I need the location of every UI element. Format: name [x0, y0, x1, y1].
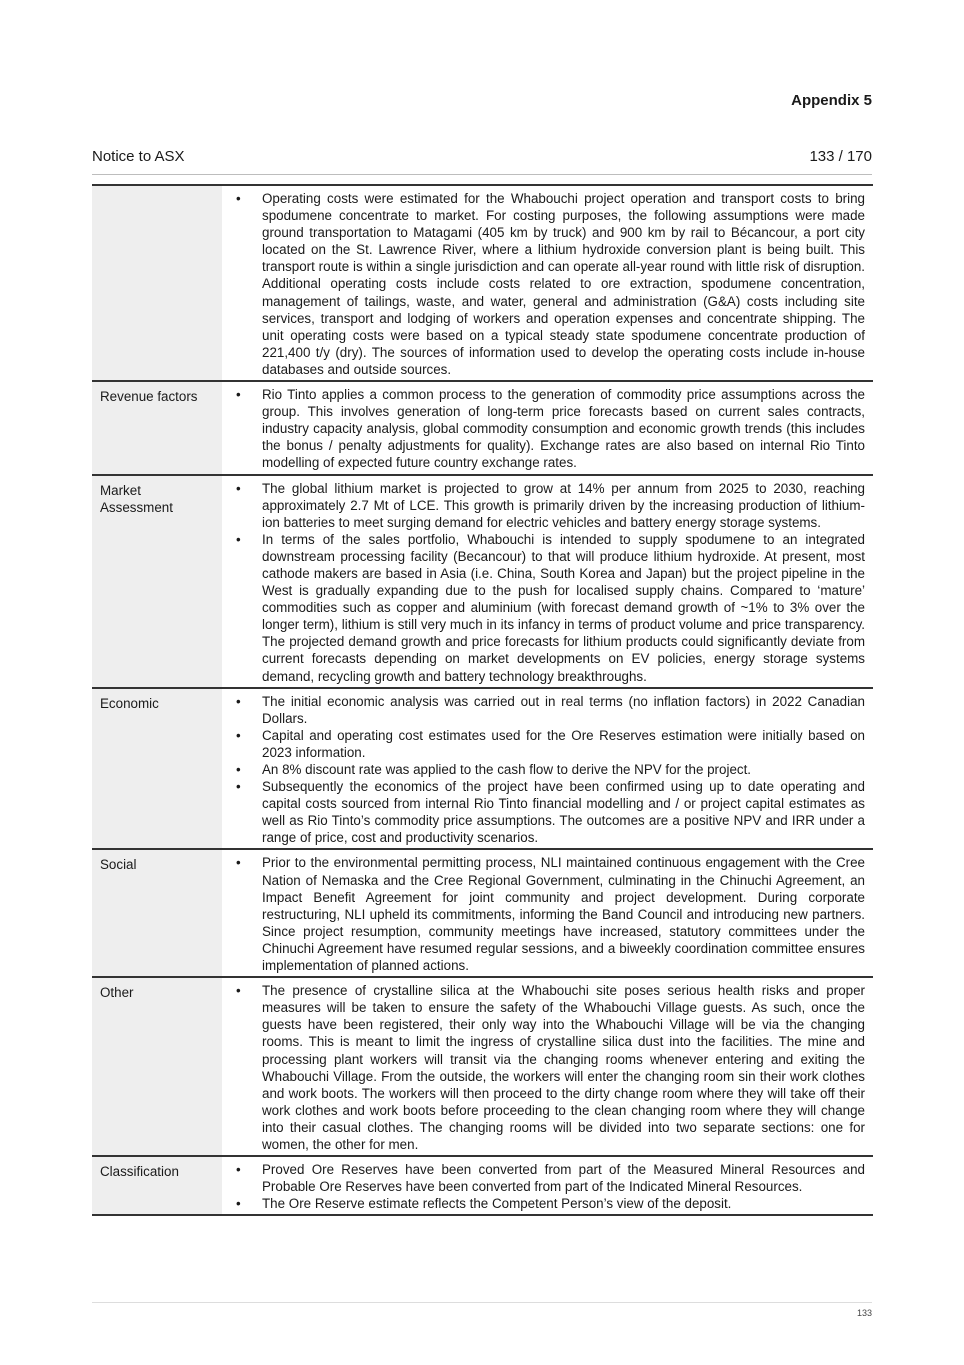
bullet-item: • The global lithium market is projected to grow at 14% per annum from 2025 to 2030, reaching approximately 2.7 Mt of LCE. This growth is primarily driven by the increasing production of lithium-ion batteries to meet surging demand for electric vehicles and battery energy storage systems.	[232, 480, 865, 531]
bullet-item: • Rio Tinto applies a common process to the generation of commodity price assumptions across the group. This involves generation of long-term price forecasts based on current sales contracts, industry capacity analysis, global commodity consumption and economic growth trends (this includes the bonus / penalty adjustments for quality). Exchange rates are also based on internal Rio Tinto modelling of expected future country exchange rates.	[232, 386, 865, 471]
commentary-cell	[222, 688, 873, 850]
bullet-list	[232, 190, 865, 378]
table-row	[92, 185, 873, 381]
criteria-label: Social	[92, 849, 222, 977]
table-row	[92, 688, 873, 850]
page-counter: 133 / 170	[809, 148, 872, 165]
bullet-item: • Capital and operating cost estimates used for the Ore Reserves estimation were initially based on 2023 information.	[232, 727, 865, 761]
bullet-item: • Operating costs were estimated for the Whabouchi project operation and transport costs to bring spodumene concentrate to market. For costing purposes, the following assumptions were made ground transportation to Matagami (405 km by truck) and 900 km by rail to Bécancour, a port city located on the St. Lawrence River, where a lithium hydroxide conversion plant is being built. This transport route is within a single jurisdiction and can operate all-year round with little risk of disruption. Additional operating costs include costs related to ore extraction, spodumene concentration, management of tailings, waste, and water, general and administration (G&A) costs including site services, transport and lodging of workers and operation expenses and concentrate shipping. The unit operating costs were based on a typical steady state spodumene concentrate production of 221,400 t/y (dry). The sources of information used to develop the operating costs include in-house databases and outside sources.	[232, 190, 865, 378]
commentary-cell	[222, 977, 873, 1156]
commentary-cell	[222, 475, 873, 688]
table-row	[92, 977, 873, 1156]
header-divider	[92, 174, 872, 175]
bullet-item: • Proved Ore Reserves have been converted from part of the Measured Mineral Resources and Probable Ore Reserves have been converted from part of the Indicated Mineral Resources.	[232, 1161, 865, 1195]
criteria-label: Other	[92, 977, 222, 1156]
commentary-cell	[222, 381, 873, 474]
bullet-item: • The initial economic analysis was carried out in real terms (no inflation factors) in 2022 Canadian Dollars.	[232, 693, 865, 727]
appendix-heading: Appendix 5	[791, 92, 872, 109]
ore-reserve-criteria-table	[92, 184, 873, 1216]
table-row	[92, 475, 873, 688]
bullet-item: • An 8% discount rate was applied to the cash flow to derive the NPV for the project.	[232, 761, 865, 778]
criteria-label: Classification	[92, 1156, 222, 1215]
table-row	[92, 1156, 873, 1215]
footer-divider	[92, 1302, 872, 1303]
bullet-item: • Subsequently the economics of the project have been confirmed using up to date operating and capital costs sourced from internal Rio Tinto financial modelling and / or project capital estimates as well as Rio Tinto’s commodity price assumptions. The outcomes are a positive NPV and IRR under a range of price, cost and productivity scenarios.	[232, 778, 865, 846]
criteria-label	[92, 185, 222, 381]
bullet-item: • In terms of the sales portfolio, Whabouchi is intended to supply spodumene to an integrated downstream processing facility (Becancour) to that will produce lithium hydroxide. At present, most cathode makers are based in Asia (i.e. China, South Korea and Japan) but the project pipeline in the West is gradually expanding due to the push for localised supply chains. Compared to ‘mature’ commodities such as copper and aluminium (with forecast demand growth of ~1% to 3% over the longer term), lithium is still very much in its infancy in terms of product volume and price transparency. The projected demand growth and price forecasts for lithium products could significantly deviate from current forecasts depending on market developments on EV policies, energy storage systems demand, recycling growth and battery technology breakthroughs.	[232, 531, 865, 685]
bullet-item: • The presence of crystalline silica at the Whabouchi site poses serious health risks and proper measures will be taken to ensure the safety of the Whabouchi Village guests. As such, once the guests have been registered, their only way into the Whabouchi Village will be via the changing rooms. This is meant to limit the ingress of crystalline silica dust into the facilities. The mine and processing plant workers will transit via the changing rooms whenever entering and exiting the Whabouchi Village. From the outside, the workers will enter the changing room sin their work clothes and work boots. The workers will then proceed to the dirty change room where they will take off their work clothes and work boots before proceeding to the clean changing room where they will change into their casual clothes. The changing rooms will be divided into two separate sections: one for women, the other for men.	[232, 982, 865, 1153]
bullet-list	[232, 693, 865, 847]
bullet-list	[232, 480, 865, 685]
page-header	[92, 148, 872, 165]
table-body	[92, 185, 873, 1215]
table-row	[92, 381, 873, 474]
criteria-label: Economic	[92, 688, 222, 850]
bullet-list	[232, 854, 865, 974]
commentary-cell	[222, 849, 873, 977]
footer-page-number: 133	[856, 1308, 872, 1318]
bullet-list	[232, 386, 865, 471]
commentary-cell	[222, 1156, 873, 1215]
bullet-list	[232, 982, 865, 1153]
criteria-label: Market Assessment	[92, 475, 222, 688]
bullet-item: • Prior to the environmental permitting process, NLI maintained continuous engagement with the Cree Nation of Nemaska and the Cree Regional Government, culminating in the Chinuchi Agreement, an Impact Benefit Agreement for joint community and project development. During corporate restructuring, NLI upheld its commitments, informing the Band Council and introducing new partners. Since project resumption, community meetings have increased, statutory committees under the Chinuchi Agreement have resumed regular sessions, and a biweekly coordination committee ensures implementation of planned actions.	[232, 854, 865, 974]
bullet-item: • The Ore Reserve estimate reflects the Competent Person’s view of the deposit.	[232, 1195, 865, 1212]
table-row	[92, 849, 873, 977]
document-title: Notice to ASX	[92, 148, 185, 165]
criteria-label: Revenue factors	[92, 381, 222, 474]
bullet-list	[232, 1161, 865, 1212]
commentary-cell	[222, 185, 873, 381]
